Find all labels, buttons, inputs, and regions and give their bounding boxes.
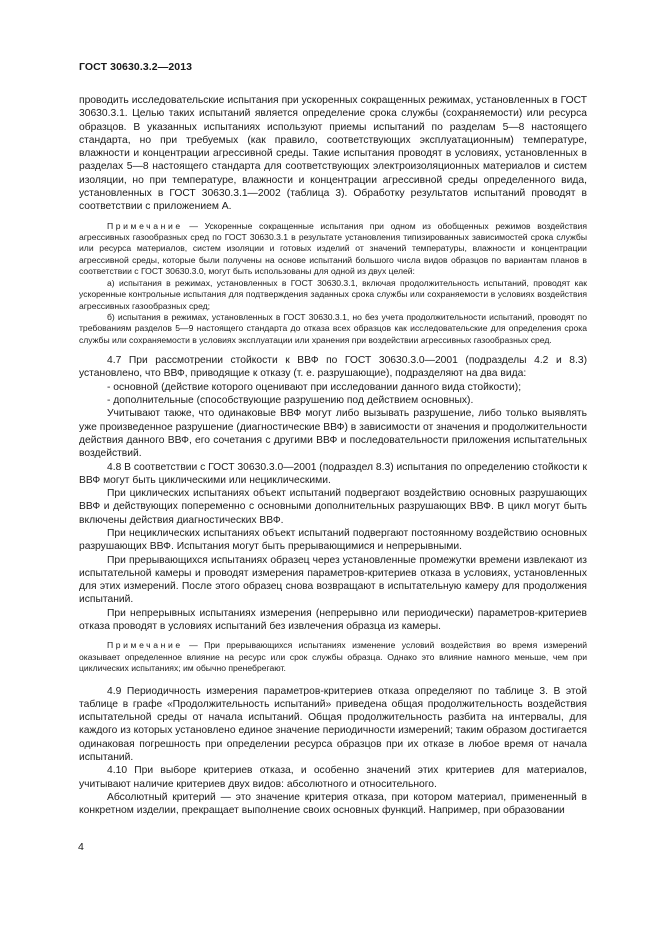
intro-paragraph: проводить исследовательские испытания при ускоренных сокращенных режимах, установленных в ГОСТ 30630.3.1. Целью таких испытаний является определение срока службы (сохраняемости) или ресурса образцов. В указанных испытаниях используют приемы испытаний по разделам 5—8 настоящего стандарта, но при требуемых (как правило, соответствующих эксплуатационным) температуре, влажности и концентрации агрессивной среды. Такие испытания проводят в условиях, установленных в разделах 5—8 настоящего стандарта для соответствующих электроизоляционных материалов и систем изоляции, но при температуре, влажности и концентрации агрессивной среды определенного вида, установленных в ГОСТ 30630.3.1—2002 (таблица 3). Обработку результатов испытаний проводят в соответствии с приложением А. (79, 95, 587, 213)
note-1-paragraph (79, 221, 587, 278)
section-4-9-paragraph: 4.9 Периодичность измерения параметров-критериев отказа определяют по таблице 3. В этой таблице в графе «Продолжительность испытаний» приведена общая продолжительность воздействия испытательной среды от начала испытаний. Общая продолжительность разбита на интервалы, для каждого из которых установлено единое значение периодичности измерений; таким образом достигается одинаковая погрешность при определении ресурса образцов при их отказе в любое время от начала испытаний. (79, 685, 587, 764)
note-2 (79, 640, 587, 674)
section-4-8-paragraph-1: 4.8 В соответствии с ГОСТ 30630.3.0—2001 (подраздел 8.3) испытания по определению стойкости к ВВФ могут быть циклическими или нециклическими. (79, 461, 587, 486)
section-4-7-paragraph-1: 4.7 При рассмотрении стойкости к ВВФ по ГОСТ 30630.3.0—2001 (подразделы 4.2 и 8.3) установлено, что ВВФ, приводящие к отказу (т. е. разрушающие), подразделяют на два вида: (79, 355, 587, 380)
document-body (79, 94, 587, 818)
section-4-7-bullet-1: - основной (действие которого оценивают при исследовании данного вида стойкости); (107, 381, 522, 393)
note-1-text: — Ускоренные сокращенные испытания при одном из обобщенных режимов воздействия агрессивных газообразных сред по ГОСТ 30630.3.1 в результате установления типизированных зависимостей срока службы или ресурса материалов, систем изоляции и готовых изделий от значений температуры, влажности и концентрации агрессивной среды, которые были получены на основе испытаний большого числа видов образцов по вариантам планов в соответствии с ГОСТ 30630.3.0, могут быть использованы для одной из двух целей: (79, 220, 587, 277)
section-4-7-paragraph-2: Учитывают также, что одинаковые ВВФ могут либо вызывать разрушение, либо только выявлять уже произведенное разрушение (диагностические ВВФ) в зависимости от значения и продолжительности действия данного ВВФ, его сочетания с другими ВВФ и последовательности приложения испытательных воздействий. (79, 408, 587, 460)
section-4-7-bullet-2: - дополнительные (способствующие разрушению под действием основных). (107, 395, 474, 407)
note-1-item-a: а) испытания в режимах, установленных в ГОСТ 30630.3.1, включая продолжительность испытаний, проводят как ускоренные контрольные испытания для подтверждения заданных срока службы или сохраняемости в условиях воздействия агрессивных газообразных сред; (79, 277, 587, 311)
section-4-10-paragraph-1: 4.10 При выборе критериев отказа, и особенно значений этих критериев для материалов, учитывают наличие критериев двух видов: абсолютного и относительного. (79, 765, 587, 790)
section-4-8-paragraph-3: При нециклических испытаниях объект испытаний подвергают постоянному воздействию основных разрушающих ВВФ. Испытания могут быть прерывающимися и непрерывными. (79, 528, 587, 553)
note-1-label: Примечание (107, 220, 183, 231)
note-1 (79, 221, 587, 346)
section-4-10-paragraph-2: Абсолютный критерий — это значение критерия отказа, при котором материал, примененный в конкретном изделии, прекращает выполнение своих основных функций. Например, при образовании (79, 791, 587, 817)
section-4-8-paragraph-5: При непрерывных испытаниях измерения (непрерывно или периодически) параметров-критериев отказа проводят в условиях испытаний без извлечения образца из камеры. (79, 607, 587, 633)
document-header: ГОСТ 30630.3.2—2013 (79, 61, 193, 73)
section-4-8-paragraph-4: При прерывающихся испытаниях образец через установленные промежутки времени извлекают из испытательной камеры и проводят измерения параметров-критериев отказа в условиях, установленных для этих измерений. После этого образец снова возвращают в испытательную камеру для продолжения испытаний. (79, 554, 587, 606)
page-number: 4 (78, 841, 84, 853)
note-2-label: Примечание (107, 640, 183, 651)
section-4-8-paragraph-2: При циклических испытаниях объект испытаний подвергают воздействию основных разрушающих ВВФ и действующих попеременно с основными дополнительных разрушающих ВВФ. В цикл могут быть включены действия диагностических ВВФ. (79, 488, 587, 526)
note-1-item-b: б) испытания в режимах, установленных в ГОСТ 30630.3.1, но без учета продолжительности испытаний, проводят по требованиям разделов 5—9 настоящего стандарта до отказа всех образцов как исследовательские для определения срока службы или сохраняемости в условиях эксплуатации или хранения при воздействии агрессивных газообразных сред. (79, 311, 587, 345)
note-2-text: — При прерывающихся испытаниях изменение условий воздействия во время измерений оказывает определенное влияние на ресурс или срок службы образца. Однако это влияние намного меньше, чем при циклических испытаниях; им обычно пренебрегают. (79, 640, 587, 674)
